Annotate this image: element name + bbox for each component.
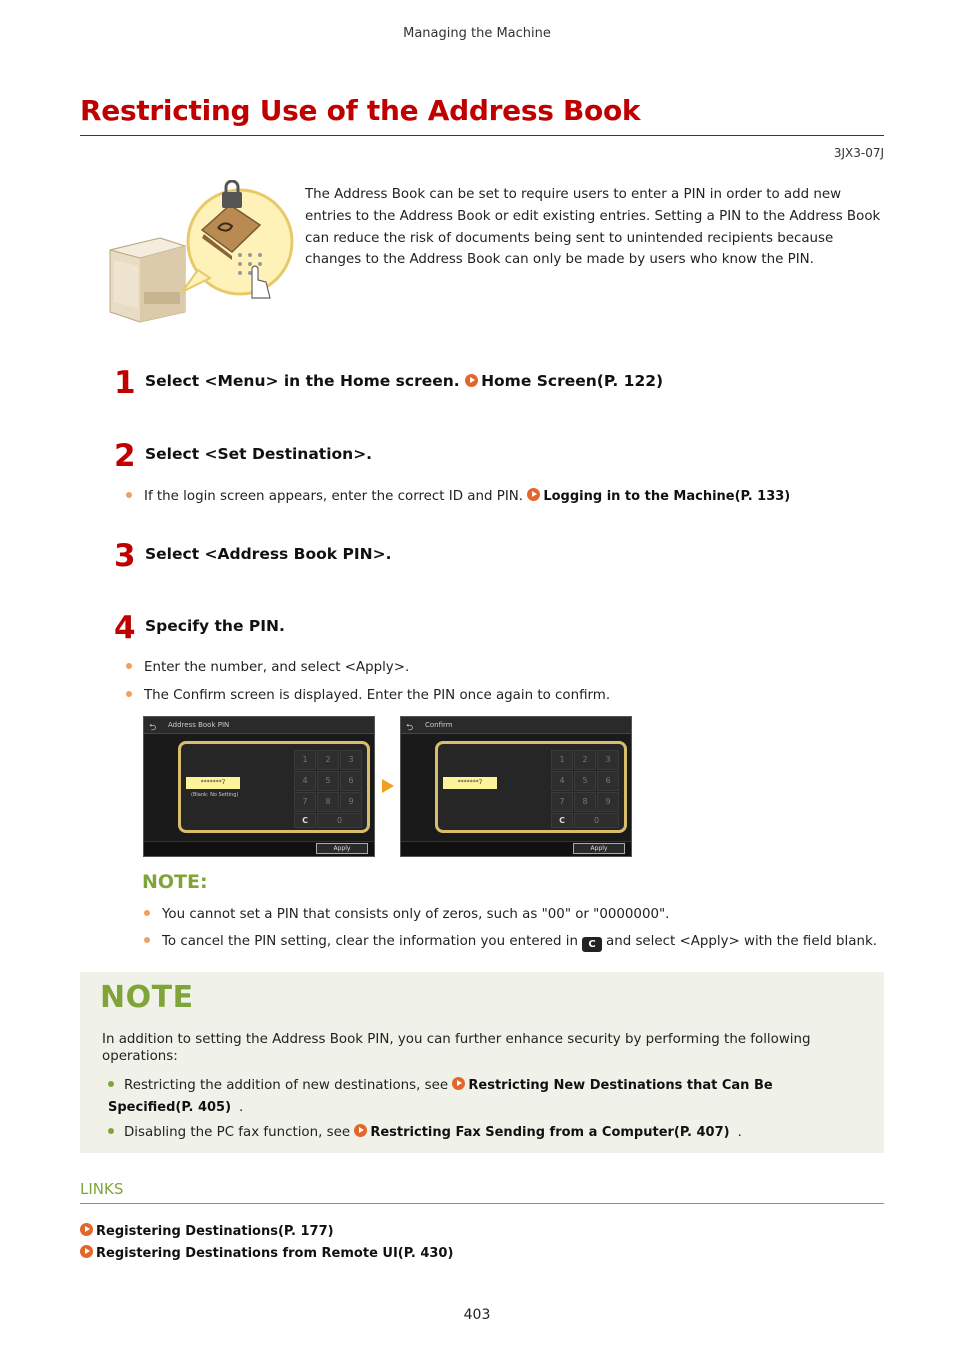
note-text: Disabling the PC fax function, see <box>124 1125 351 1140</box>
key-2[interactable]: 2 <box>574 750 596 770</box>
key-9[interactable]: 9 <box>340 792 362 812</box>
key-0[interactable]: 0 <box>574 813 619 828</box>
note-text: To cancel the PIN setting, clear the information you entered in <box>162 934 578 949</box>
page-number: 403 <box>463 1307 491 1323</box>
link-registering-destinations[interactable] <box>80 1223 334 1239</box>
bullet-text: The Confirm screen is displayed. Enter the PIN once again to confirm. <box>144 688 611 703</box>
key-7[interactable]: 7 <box>551 792 573 812</box>
apply-button[interactable]: Apply <box>316 843 368 854</box>
running-header: Managing the Machine <box>403 26 551 41</box>
note-text: You cannot set a PIN that consists only of zeros, such as "00" or "0000000". <box>162 907 670 922</box>
step-text: Select <Menu> in the Home screen. <box>145 372 460 390</box>
bullet-icon <box>126 663 132 669</box>
key-9[interactable]: 9 <box>597 792 619 812</box>
note-item <box>144 907 669 922</box>
link-text: Restricting Fax Sending from a Computer(P. 407) <box>370 1125 730 1140</box>
bullet-icon <box>126 492 132 498</box>
note-box-item <box>108 1124 742 1140</box>
back-icon[interactable]: ⮌ <box>406 723 414 733</box>
note-text: Restricting the addition of new destinations, see <box>124 1078 449 1093</box>
pin-panel <box>178 741 370 833</box>
note-heading: NOTE: <box>142 871 208 893</box>
key-1[interactable]: 1 <box>551 750 573 770</box>
key-5[interactable]: 5 <box>317 771 339 791</box>
link-arrow-icon <box>80 1223 93 1236</box>
link-text: Registering Destinations from Remote UI(P. 430) <box>96 1246 454 1261</box>
bullet-icon <box>126 691 132 697</box>
bullet-item <box>126 488 790 504</box>
key-3[interactable]: 3 <box>597 750 619 770</box>
apply-button[interactable]: Apply <box>573 843 625 854</box>
link-home-screen[interactable] <box>465 372 663 390</box>
clear-key-icon: C <box>582 937 602 952</box>
step-number: 2 <box>114 438 136 474</box>
next-arrow-icon <box>381 778 395 794</box>
link-text: Registering Destinations(P. 177) <box>96 1224 334 1239</box>
key-clear[interactable]: C <box>551 813 573 828</box>
step-3: Select <Address Book PIN>. <box>145 545 392 563</box>
note-box-item <box>108 1075 808 1119</box>
pin-hint: (Blank: No Setting) <box>191 792 239 798</box>
link-registering-destinations-remote-ui[interactable] <box>80 1245 453 1261</box>
screen-footer <box>144 841 374 856</box>
note-box-heading: NOTE <box>100 980 194 1015</box>
note-box-text: In addition to setting the Address Book PIN, you can further enhance security by performing the following operations: <box>102 1032 811 1064</box>
note-text: and select <Apply> with the field blank. <box>606 934 877 949</box>
page-title: Restricting Use of the Address Book <box>80 94 641 127</box>
links-heading: LINKS <box>80 1180 124 1198</box>
screen-footer <box>401 841 631 856</box>
key-7[interactable]: 7 <box>294 792 316 812</box>
key-8[interactable]: 8 <box>574 792 596 812</box>
key-3[interactable]: 3 <box>340 750 362 770</box>
key-5[interactable]: 5 <box>574 771 596 791</box>
step-1 <box>145 372 663 390</box>
pin-input[interactable]: *******7 <box>186 777 240 789</box>
step-number: 3 <box>114 538 136 574</box>
screen-confirm <box>400 716 632 857</box>
link-arrow-icon <box>527 488 540 501</box>
key-6[interactable]: 6 <box>340 771 362 791</box>
link-arrow-icon <box>452 1077 465 1090</box>
key-8[interactable]: 8 <box>317 792 339 812</box>
bullet-item <box>126 688 610 703</box>
note-item <box>144 934 877 952</box>
step-number: 4 <box>114 610 136 646</box>
link-text: Logging in to the Machine(P. 133) <box>543 489 791 504</box>
link-arrow-icon <box>465 374 478 387</box>
link-text: Home Screen(P. 122) <box>481 372 664 390</box>
bullet-icon <box>144 937 150 943</box>
key-clear[interactable]: C <box>294 813 316 828</box>
key-2[interactable]: 2 <box>317 750 339 770</box>
key-0[interactable]: 0 <box>317 813 362 828</box>
screen-title: Address Book PIN <box>144 717 374 734</box>
note-text: . <box>239 1100 244 1115</box>
address-book-lock-illustration <box>100 180 295 325</box>
key-1[interactable]: 1 <box>294 750 316 770</box>
title-divider <box>80 135 884 136</box>
link-restricting-fax-sending[interactable] <box>354 1125 729 1140</box>
bullet-icon <box>108 1128 114 1134</box>
link-arrow-icon <box>354 1124 367 1137</box>
key-4[interactable]: 4 <box>551 771 573 791</box>
step-2: Select <Set Destination>. <box>145 445 373 463</box>
link-text: Restricting New Destinations that Can Be Specified(P. 405) <box>108 1078 773 1115</box>
link-logging-in[interactable] <box>527 489 790 504</box>
link-arrow-icon <box>80 1245 93 1258</box>
screen-address-book-pin <box>143 716 375 857</box>
step-4: Specify the PIN. <box>145 617 285 635</box>
back-icon[interactable]: ⮌ <box>149 723 157 733</box>
key-4[interactable]: 4 <box>294 771 316 791</box>
bullet-icon <box>108 1081 114 1087</box>
screen-title: Confirm <box>401 717 631 734</box>
bullet-text: Enter the number, and select <Apply>. <box>144 660 410 675</box>
note-box <box>80 972 884 1153</box>
pin-panel <box>435 741 627 833</box>
bullet-icon <box>144 910 150 916</box>
note-text: . <box>737 1125 742 1140</box>
links-divider <box>80 1203 884 1204</box>
intro-paragraph: The Address Book can be set to require users to enter a PIN in order to add new entries to the Address Book or edit existing entries. Setting a PIN to the Address Book can reduce the risk of documents being sent to unintended recipients because changes to the Address Book can only be made by users who know the PIN. <box>305 187 881 268</box>
document-id: 3JX3-07J <box>833 146 884 160</box>
bullet-item <box>126 660 409 675</box>
key-6[interactable]: 6 <box>597 771 619 791</box>
step-number: 1 <box>114 365 136 401</box>
pin-input[interactable]: *******7 <box>443 777 497 789</box>
bullet-text: If the login screen appears, enter the correct ID and PIN. <box>144 489 524 504</box>
